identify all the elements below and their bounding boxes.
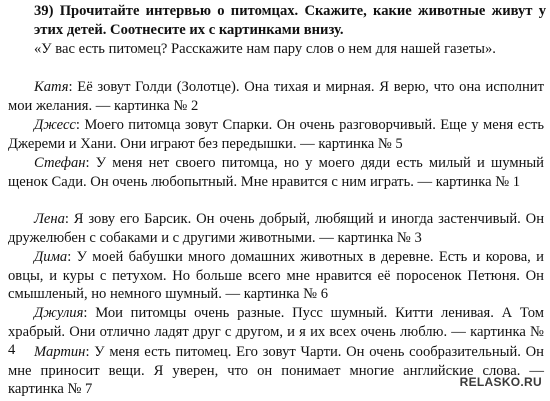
interview-entry-dima <box>8 248 544 304</box>
interview-entry-stefan <box>8 154 544 191</box>
entry-text: : У меня есть питомец. Его зовут Чарти. Он очень сообразительный. Он мне приносит вещи. Я уверен, что он понимает многие английские слова. — картинка № 7 <box>8 344 544 398</box>
entry-text: : У меня нет своего питомца, но у моего дяди есть милый и шумный щенок Сади. Он очень любопытный. Мне нравится с ним играть. — картинка № 1 <box>8 155 544 190</box>
interview-entry-lena <box>8 210 544 247</box>
exercise-heading: 39) Прочитайте интервью о питомцах. Скажите, какие животные живут у этих детей. Соотнесите их с картинками внизу. <box>34 3 546 38</box>
entry-text: : Моего питомца зовут Спарки. Он очень разговорчивый. Еще у меня есть Джереми и Хани. Они играют без передышки. — картинка № 5 <box>8 117 544 152</box>
entry-text: : Я зову его Барсик. Он очень добрый, любящий и иногда застенчивый. Он дружелюбен с собаками и с другими животными. — картинка № 3 <box>8 211 544 246</box>
interview-entry-jess <box>8 116 544 153</box>
interview-entry-katya <box>8 78 544 115</box>
speaker-name: Лена <box>34 211 65 227</box>
speaker-name: Джулия <box>34 305 84 321</box>
speaker-name: Мартин <box>34 344 86 360</box>
exercise-intro: «У вас есть питомец? Расскажите нам пару слов о нем для нашей газеты». <box>34 41 496 57</box>
site-watermark: RELASKO.RU <box>459 375 542 390</box>
speaker-name: Катя <box>34 79 69 95</box>
speaker-name: Дима <box>34 249 68 265</box>
speaker-name: Джесс <box>34 117 76 133</box>
speaker-name: Стефан <box>34 155 86 171</box>
entry-text: : Мои питомцы очень разные. Пусс шумный. Китти ленивая. А Том храбрый. Они отлично ладят друг с другом, и я их всех очень люблю. — картинка № 4 <box>8 305 544 359</box>
entry-text: : У моей бабушки много домашних животных в деревне. Есть и корова, и овцы, и куры с петухом. Но больше всего мне нравится её поросенок Петюня. Он смышленый, но немного шумный. — картинка № 6 <box>8 249 544 303</box>
entry-text: : Её зовут Голди (Золотце). Она тихая и мирная. Я верю, что она исполнит мои желания. — картинка № 2 <box>8 79 544 114</box>
